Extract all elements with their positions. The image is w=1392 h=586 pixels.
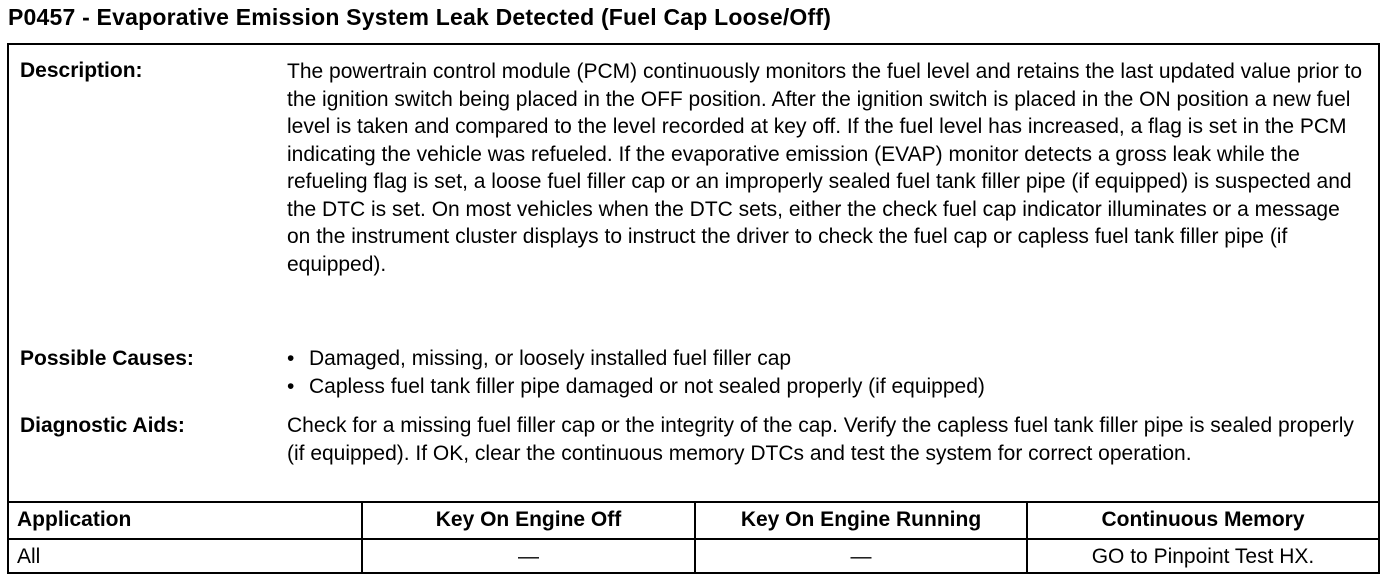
- page-title: P0457 - Evaporative Emission System Leak Detected (Fuel Cap Loose/Off): [8, 4, 832, 30]
- header-continuous-memory: Continuous Memory: [1027, 502, 1378, 539]
- header-application: Application: [9, 502, 362, 539]
- diagnostic-aids-text: Check for a missing fuel filler cap or the integrity of the cap. Verify the capless fuel tank filler pipe is sealed properly (if equipped). If OK, clear the continuous memory DTCs and test the system for correct operation.: [287, 414, 1354, 465]
- possible-causes-label: Possible Causes:: [20, 347, 194, 370]
- possible-causes-list: [287, 345, 1367, 400]
- table-row: [9, 539, 1378, 575]
- description-text: The powertrain control module (PCM) continuously monitors the fuel level and retains the last updated value prior to the ignition switch being placed in the OFF position. After the ignition switch is placed in the ON position a new fuel level is taken and compared to the level recorded at key off. If the fuel level has increased, a flag is set in the PCM indicating the vehicle was refueled. If the evaporative emission (EVAP) monitor detects a gross leak while the refueling flag is set, a loose fuel filler cap or an improperly sealed fuel tank filler pipe (if equipped) is suspected and the DTC is set. On most vehicles when the DTC sets, either the check fuel cap indicator illuminates or a message on the instrument cluster displays to instruct the driver to check the fuel cap or capless fuel tank filler pipe (if equipped).: [287, 60, 1363, 276]
- cell-koeo: —: [362, 539, 695, 575]
- application-table: [9, 501, 1378, 574]
- cause-text: Capless fuel tank filler pipe damaged or not sealed properly (if equipped): [309, 374, 985, 398]
- table-header-row: [9, 502, 1378, 539]
- dtc-info-box: [7, 43, 1380, 574]
- cell-continuous-memory: GO to Pinpoint Test HX.: [1027, 539, 1378, 575]
- list-item: • Capless fuel tank filler pipe damaged or not sealed properly (if equipped): [287, 374, 985, 398]
- description-label: Description:: [20, 59, 143, 82]
- cell-application: All: [9, 539, 362, 575]
- diagnostic-aids-label: Diagnostic Aids:: [20, 414, 185, 437]
- cause-text: Damaged, missing, or loosely installed fuel filler cap: [309, 347, 792, 370]
- header-koeo: Key On Engine Off: [362, 502, 695, 539]
- cell-koer: —: [695, 539, 1027, 575]
- header-koer: Key On Engine Running: [695, 502, 1027, 539]
- list-item: • Damaged, missing, or loosely installed fuel filler cap: [287, 347, 792, 370]
